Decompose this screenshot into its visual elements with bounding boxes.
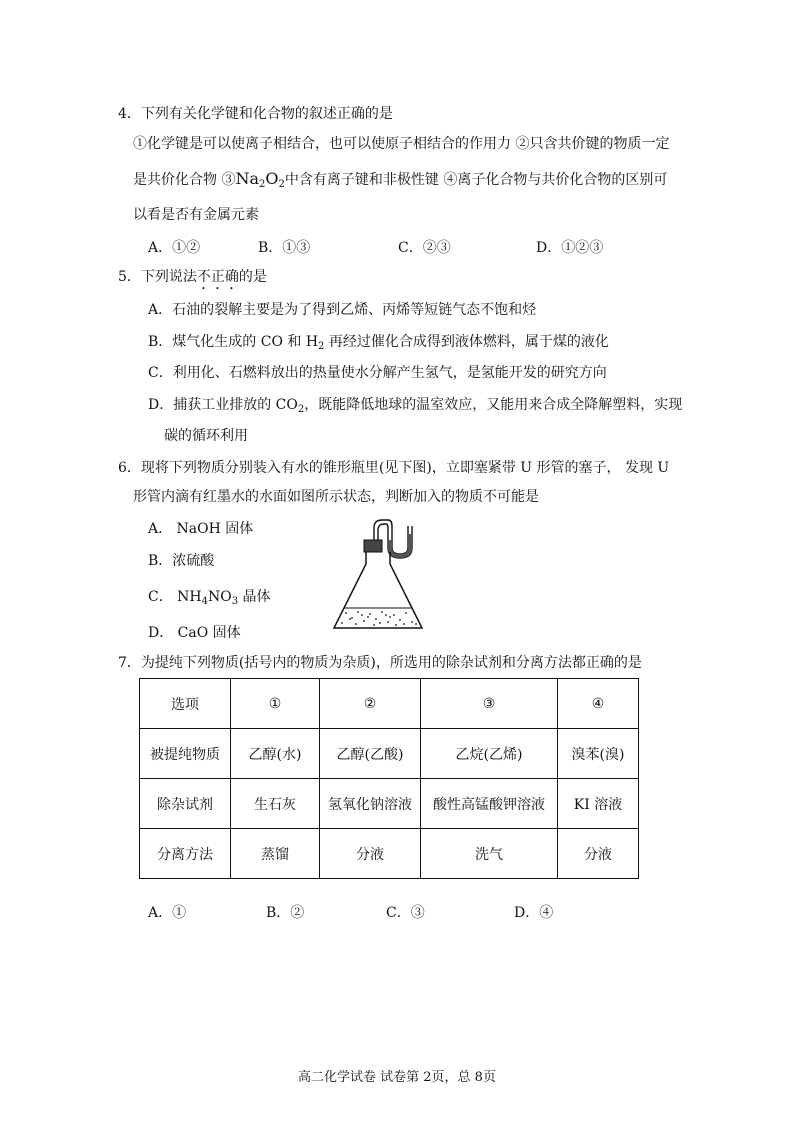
table-cell: ③ bbox=[421, 679, 558, 729]
q7-table bbox=[139, 678, 639, 879]
q4-formula bbox=[235, 169, 284, 188]
q6-c-pre: C． NH bbox=[148, 589, 202, 605]
q6-c-post: 晶体 bbox=[238, 589, 271, 605]
table-cell: 分液 bbox=[320, 829, 421, 879]
table-cell: 乙烷(乙烯) bbox=[421, 729, 558, 779]
q5-b-post: 再经过催化合成得到液体燃料，属于煤的液化 bbox=[324, 334, 609, 350]
q5-b-pre: B．煤气化生成的 CO 和 H bbox=[148, 334, 319, 350]
table-cell: 分液 bbox=[558, 829, 639, 879]
q4-statement-line3: 以看是否有金属元素 bbox=[133, 207, 259, 223]
formula-sub: 2 bbox=[259, 179, 266, 190]
q6-stem-line1: 6．现将下列物质分别装入有水的锥形瓶里(见下图)，立即塞紧带 U 形管的塞子， 发现 U bbox=[118, 460, 670, 476]
table-cell: ④ bbox=[558, 679, 639, 729]
q4-line2-pre: 是共价化合物 ③ bbox=[133, 172, 236, 188]
table-cell: 乙醇(水) bbox=[231, 729, 320, 779]
formula-sub: 3 bbox=[231, 596, 239, 607]
q7-option-b: B．② bbox=[266, 905, 305, 921]
table-row bbox=[140, 829, 639, 879]
q4-stem: 4．下列有关化学键和化合物的叙述正确的是 bbox=[118, 106, 393, 122]
q6-option-d: D． CaO 固体 bbox=[148, 625, 241, 641]
table-cell: 酸性高锰酸钾溶液 bbox=[421, 779, 558, 829]
q4-option-b: B．①③ bbox=[258, 240, 311, 256]
q7-option-d: D．④ bbox=[514, 905, 554, 921]
q5-stem bbox=[118, 267, 267, 293]
q6-option-c bbox=[148, 587, 271, 607]
table-cell: KI 溶液 bbox=[558, 779, 639, 829]
q4-option-d: D．①②③ bbox=[536, 240, 604, 256]
q7-stem: 7．为提纯下列物质(括号内的物质为杂质)，所选用的除杂试剂和分离方法都正确的是 bbox=[118, 655, 642, 671]
q4-option-c: C．②③ bbox=[398, 240, 451, 256]
q5-d-post: ，既能降低地球的温室效应，又能用来合成全降解塑料，实现 bbox=[304, 397, 683, 413]
table-cell: 乙醇(乙酸) bbox=[320, 729, 421, 779]
q6-option-b: B．浓硫酸 bbox=[148, 553, 215, 569]
q4-statement-line2 bbox=[133, 169, 667, 190]
table-cell: 被提纯物质 bbox=[140, 729, 231, 779]
formula-sub: 2 bbox=[278, 179, 285, 190]
formula-sub: 4 bbox=[201, 596, 208, 607]
table-cell: ② bbox=[320, 679, 421, 729]
q5-stem-pre: 5．下列说法 bbox=[118, 269, 197, 285]
q7-option-c: C．③ bbox=[386, 905, 425, 921]
q7-option-a: A．① bbox=[148, 905, 187, 921]
table-cell: ① bbox=[231, 679, 320, 729]
table-cell: 分离方法 bbox=[140, 829, 231, 879]
table-row bbox=[140, 729, 639, 779]
q4-statement-line1: ①化学键是可以使离子相结合，也可以使原子相结合的作用力 ②只含共价键的物质一定 bbox=[133, 136, 670, 152]
table-row bbox=[140, 779, 639, 829]
erlenmeyer-flask-u-tube-diagram bbox=[330, 518, 434, 634]
q6-c-mid: NO bbox=[208, 589, 232, 605]
formula-sub: 2 bbox=[318, 341, 325, 352]
q5-option-a: A．石油的裂解主要是为了得到乙烯、丙烯等短链气态不饱和烃 bbox=[148, 302, 537, 318]
q6-option-a: A． NaOH 固体 bbox=[148, 521, 254, 537]
q5-option-d bbox=[148, 395, 682, 415]
q5-stem-emphasis: 不正确 bbox=[196, 269, 239, 285]
q4-line2-post: 中含有离子键和非极性键 ④离子化合物与共价化合物的区别可 bbox=[284, 172, 668, 188]
table-cell: 洗气 bbox=[421, 829, 558, 879]
formula-o: O bbox=[265, 169, 279, 188]
formula-sub: 2 bbox=[297, 404, 305, 415]
table-cell: 生石灰 bbox=[231, 779, 320, 829]
q5-option-d-line2: 碳的循环利用 bbox=[164, 428, 248, 444]
table-cell: 除杂试剂 bbox=[140, 779, 231, 829]
table-cell: 溴苯(溴) bbox=[558, 729, 639, 779]
q5-option-c: C．利用化、石燃料放出的热量使水分解产生氢气，是氢能开发的研究方向 bbox=[148, 365, 607, 381]
table-row bbox=[140, 679, 639, 729]
q5-d-pre: D．捕获工业排放的 CO bbox=[148, 397, 298, 413]
q5-option-b bbox=[148, 332, 609, 352]
table-cell: 氢氧化钠溶液 bbox=[320, 779, 421, 829]
q4-option-a: A．①② bbox=[148, 240, 201, 256]
table-cell: 选项 bbox=[140, 679, 231, 729]
q5-stem-post: 的是 bbox=[238, 269, 267, 285]
table-cell: 蒸馏 bbox=[231, 829, 320, 879]
q6-stem-line2: 形管内滴有红墨水的水面如图所示状态，判断加入的物质不可能是 bbox=[133, 489, 539, 505]
formula-na: Na bbox=[235, 169, 259, 188]
page-footer: 高二化学试卷 试卷第 2页，总 8页 bbox=[298, 1070, 496, 1085]
